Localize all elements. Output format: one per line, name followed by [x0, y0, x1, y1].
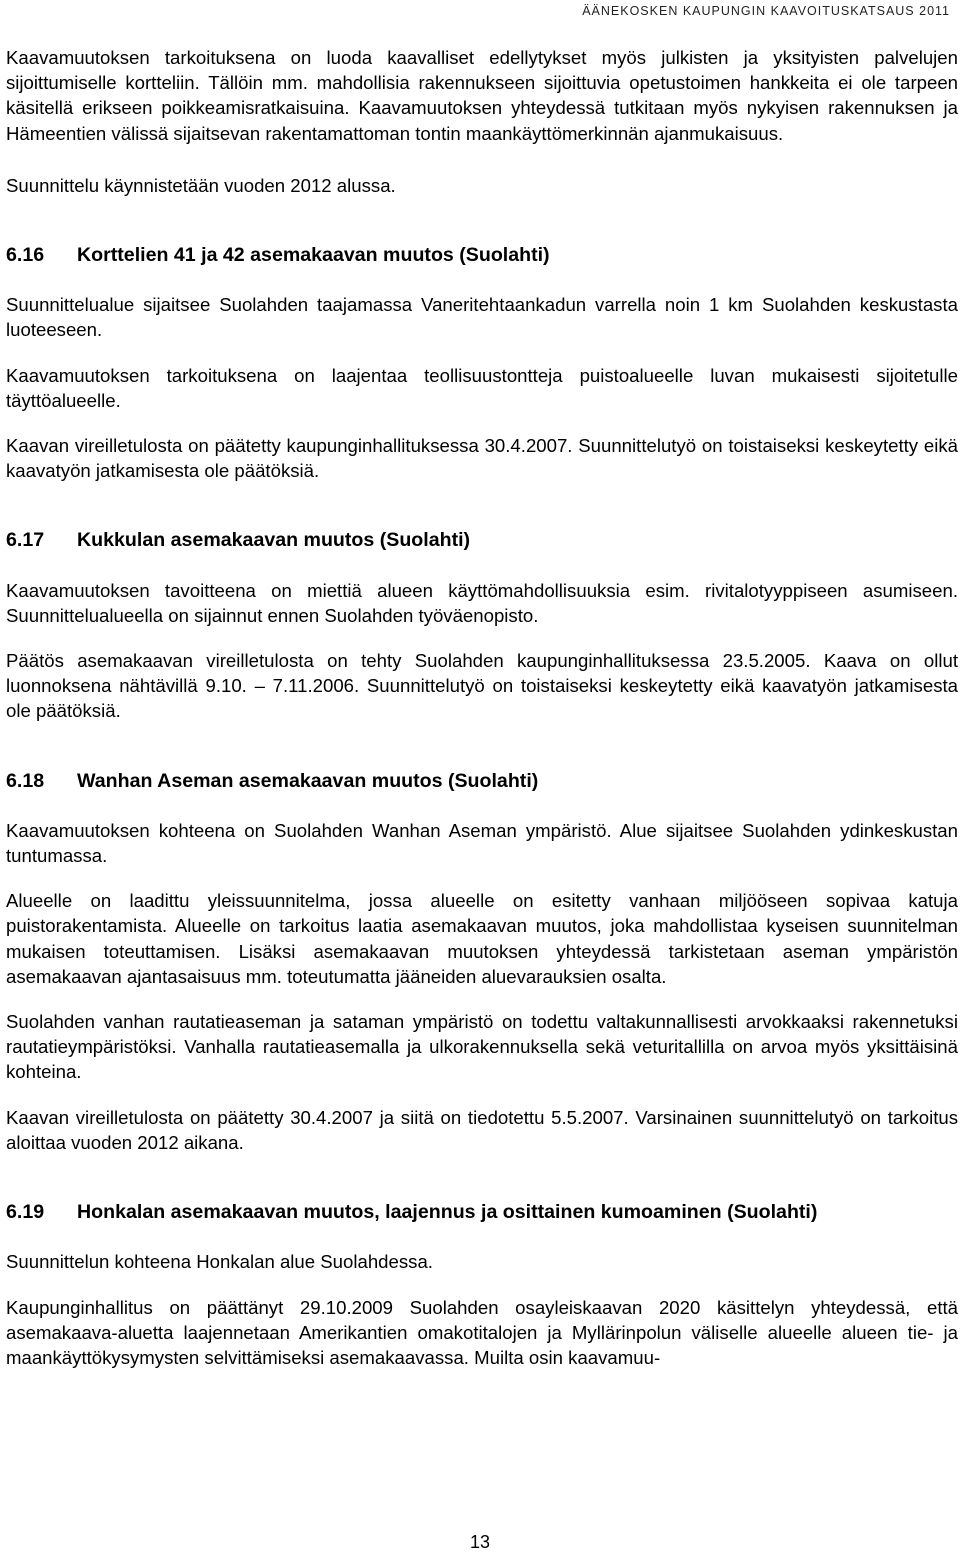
section-paragraph: Suolahden vanhan rautatieaseman ja sataman ympäristö on todettu valtakunnallisesti arvokkaaksi rakennetuksi rautatieympäristöksi. Vanhalla rautatieasemalla ja ulkorakennuksella sekä veturitallilla on arvoa myös yksittäisinä kohteina. — [6, 1011, 958, 1083]
section-paragraph: Suunnittelualue sijaitsee Suolahden taajamassa Vaneritehtaankadun varrella noin 1 km Suolahden keskustasta luoteeseen. — [6, 294, 958, 341]
section-heading-6-17 — [6, 528, 958, 553]
running-header: ÄÄNEKOSKEN KAUPUNGIN KAAVOITUSKATSAUS 2011 — [582, 4, 950, 18]
section-number: 6.18 — [6, 769, 45, 792]
section-paragraph: Päätös asemakaavan vireilletulosta on tehty Suolahden kaupunginhallituksessa 23.5.2005. Kaava on ollut luonnoksena nähtävillä 9.10. – 7.11.2006. Suunnittelutyö on toistaiseksi keskeytetty eikä kaavatyön jatkamisesta ole päätöksiä. — [6, 650, 958, 722]
section-title: Wanhan Aseman asemakaavan muutos (Suolahti) — [77, 769, 539, 792]
page-number: 13 — [469, 1532, 491, 1552]
section-title: Korttelien 41 ja 42 asemakaavan muutos (Suolahti) — [77, 244, 550, 267]
section-paragraph: Alueelle on laadittu yleissuunnitelma, jossa alueelle on esitetty vanhaan miljööseen sopivaa katuja puistorakentamista. Alueelle on tarkoitus laatia asemakaavan muutos, joka mahdollistaa kyseisen suunnitelman mukaisen toteuttamisen. Lisäksi asemakaavan muutoksen yhteydessä tarkistetaan aseman ympäristön asemakaavan ajantasaisuus mm. toteutumatta jääneiden aluevarauksien osalta. — [6, 890, 958, 987]
section-paragraph: Kaavamuutoksen kohteena on Suolahden Wanhan Aseman ympäristö. Alue sijaitsee Suolahden ydinkeskustan tuntumassa. — [6, 819, 958, 867]
intro-paragraph: Kaavamuutoksen tarkoituksena on luoda kaavalliset edellytykset myös julkisten ja yksityisten palvelujen sijoittumiselle kortteliin. Tällöin mm. mahdollisia rakennukseen sijoittuvia opetustoimen hankkeita ei ole tarpeen käsitellä erikseen poikkeamisratkaisuina. Kaavamuutoksen yhteydessä tutkitaan myös nykyisen rakennuksen ja Hämeentien välissä sijaitsevan rakentamattoman tontin maankäyttömerkinnän ajanmukaisuus. — [6, 47, 958, 144]
intro-paragraph: Suunnittelu käynnistetään vuoden 2012 alussa. — [6, 174, 396, 196]
section-paragraph: Kaavan vireilletulosta on päätetty 30.4.2007 ja siitä on tiedotettu 5.5.2007. Varsinainen suunnittelutyö on tarkoitus aloittaa vuoden 2012 aikana. — [6, 1106, 958, 1153]
section-paragraph: Kaavamuutoksen tavoitteena on miettiä alueen käyttömahdollisuuksia esim. rivitalotyyppiseen asumiseen. Suunnittelualueella on sijainnut ennen Suolahden työväenopisto. — [6, 579, 958, 626]
section-paragraph: Kaavan vireilletulosta on päätetty kaupunginhallituksessa 30.4.2007. Suunnittelutyö on toistaiseksi keskeytetty eikä kaavatyön jatkamisesta ole päätöksiä. — [6, 435, 958, 482]
section-heading-6-18 — [6, 769, 958, 794]
section-title: Kukkulan asemakaavan muutos (Suolahti) — [77, 529, 471, 552]
section-heading-6-16 — [6, 243, 958, 268]
section-heading-6-19 — [6, 1200, 958, 1225]
section-number: 6.17 — [6, 529, 45, 552]
section-number: 6.19 — [6, 1201, 45, 1224]
section-title: Honkalan asemakaavan muutos, laajennus ja osittainen kumoaminen (Suolahti) — [77, 1201, 818, 1224]
section-paragraph: Kaavamuutoksen tarkoituksena on laajentaa teollisuustontteja puistoalueelle luvan mukaisesti sijoitetulle täyttöalueelle. — [6, 364, 958, 411]
section-paragraph: Kaupunginhallitus on päättänyt 29.10.2009 Suolahden osayleiskaavan 2020 käsittelyn yhteydessä, että asemakaava-aluetta laajennetaan Amerikantien omakotitalojen ja Myllärinpolun väliselle alueelle alueen tie- ja maankäyttökysymysten selvittämiseksi asemakaavassa. Muilta osin kaavamuu- — [6, 1296, 958, 1368]
document-body — [6, 45, 958, 1370]
section-paragraph: Suunnittelun kohteena Honkalan alue Suolahdessa. — [6, 1251, 433, 1273]
section-number: 6.16 — [6, 244, 45, 267]
